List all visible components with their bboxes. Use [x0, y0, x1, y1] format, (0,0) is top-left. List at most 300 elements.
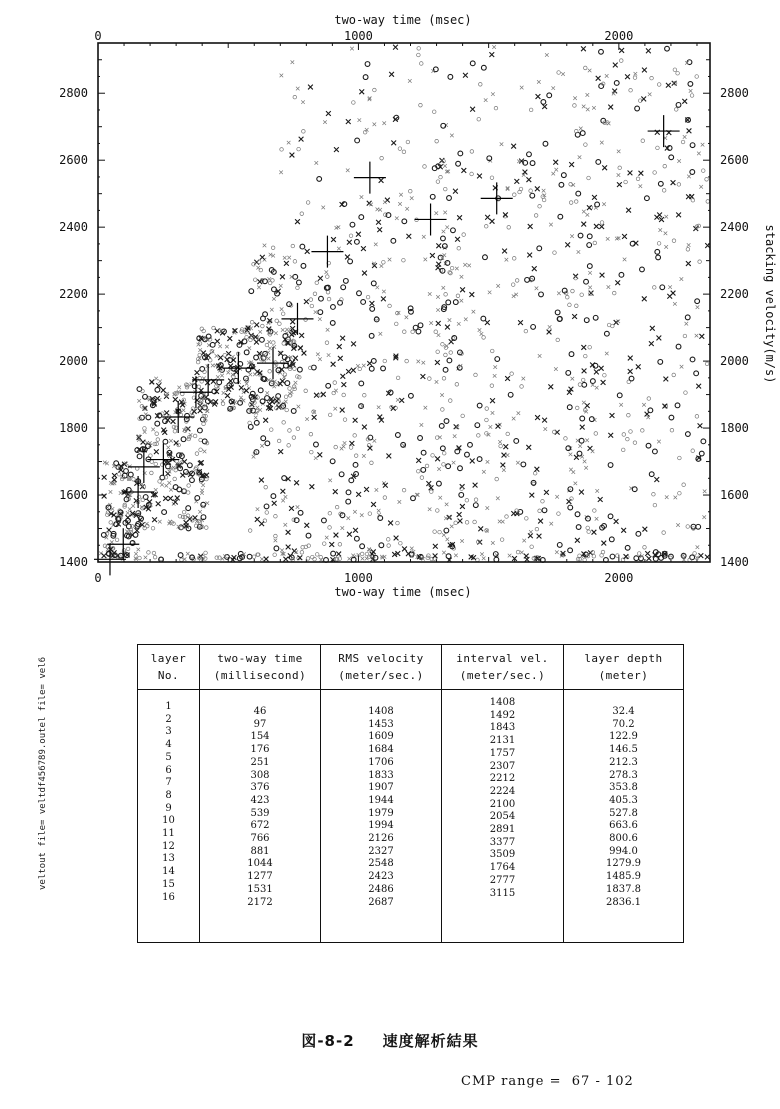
scatter-point: [614, 81, 619, 86]
scatter-point: [222, 391, 226, 395]
scatter-point: [624, 180, 628, 184]
scatter-point: [473, 520, 477, 524]
scatter-point: [645, 551, 650, 556]
scatter-point: [625, 74, 630, 79]
scatter-point: [570, 234, 574, 238]
scatter-point: [530, 193, 535, 198]
scatter-point: [599, 224, 604, 229]
scatter-point: [341, 526, 345, 530]
scatter-point: [252, 555, 256, 559]
scatter-point: [587, 530, 591, 534]
scatter-point: [537, 534, 542, 539]
scatter-point: [547, 93, 552, 98]
scatter-point: [569, 453, 573, 457]
scatter-point: [359, 89, 364, 94]
scatter-point: [442, 286, 446, 290]
scatter-point: [433, 67, 438, 72]
y-tick-label: 2600: [720, 153, 749, 168]
scatter-point: [442, 253, 446, 257]
scatter-point: [325, 536, 329, 540]
scatter-point: [457, 246, 461, 250]
scatter-point: [350, 47, 354, 51]
scatter-point: [622, 433, 626, 437]
scatter-point: [685, 432, 690, 437]
scatter-point: [256, 266, 260, 270]
scatter-point: [297, 280, 302, 285]
scatter-point: [433, 530, 437, 534]
cmp-range: CMP range = 67 - 102: [461, 1074, 634, 1089]
scatter-point: [375, 286, 379, 290]
figure-caption: [0, 1030, 780, 1051]
scatter-point: [537, 80, 541, 84]
scatter-point: [422, 361, 426, 365]
scatter-point: [339, 472, 344, 477]
scatter-point: [310, 304, 314, 308]
scatter-point: [326, 328, 330, 332]
scatter-point: [457, 322, 461, 326]
scatter-point: [158, 520, 162, 524]
scatter-point: [517, 411, 521, 415]
scatter-point: [634, 241, 639, 246]
scatter-point: [295, 219, 300, 224]
scatter-point: [528, 533, 533, 538]
scatter-point: [582, 401, 586, 405]
scatter-point: [215, 339, 220, 344]
scatter-point: [671, 180, 676, 185]
scatter-point: [444, 528, 449, 533]
scatter-point: [675, 403, 680, 408]
scatter-point: [252, 455, 256, 459]
scatter-point: [402, 219, 407, 224]
scatter-point: [665, 46, 670, 51]
scatter-point: [283, 557, 288, 562]
scatter-point: [260, 399, 265, 404]
scatter-point: [545, 53, 549, 57]
scatter-point: [361, 300, 366, 305]
scatter-point: [341, 382, 346, 387]
scatter-point: [280, 548, 284, 552]
scatter-point: [674, 108, 678, 112]
scatter-point: [380, 156, 384, 160]
scatter-point: [353, 462, 358, 467]
scatter-point: [594, 432, 598, 436]
scatter-point: [165, 484, 169, 488]
scatter-point: [350, 222, 355, 227]
scatter-point: [526, 177, 531, 182]
scatter-point: [450, 266, 454, 270]
scatter-point: [481, 65, 486, 70]
table-cell: 1408: [368, 706, 394, 717]
scatter-point: [462, 233, 466, 237]
scatter-point: [428, 292, 432, 296]
scatter-point: [666, 83, 671, 88]
scatter-point: [417, 47, 421, 51]
scatter-point: [516, 550, 520, 554]
scatter-point: [529, 108, 533, 112]
scatter-point: [579, 127, 583, 131]
scatter-point: [436, 243, 441, 248]
scatter-point: [430, 194, 435, 199]
scatter-point: [124, 469, 129, 474]
scatter-point: [617, 173, 621, 177]
scatter-point: [653, 449, 658, 454]
scatter-point: [421, 450, 426, 455]
scatter-point: [687, 175, 691, 179]
scatter-point: [299, 137, 304, 142]
scatter-point: [318, 357, 322, 361]
scatter-point: [685, 315, 690, 320]
scatter-point: [328, 526, 332, 530]
scatter-point: [409, 393, 414, 398]
scatter-point: [530, 545, 534, 549]
scatter-point: [520, 385, 524, 389]
scatter-point: [269, 428, 273, 432]
scatter-point: [380, 264, 384, 268]
table-cell: 122.9: [609, 731, 638, 743]
scatter-point: [611, 324, 615, 328]
scatter-point: [184, 520, 189, 525]
scatter-point: [456, 294, 460, 298]
scatter-point: [383, 496, 387, 500]
scatter-point: [155, 432, 159, 436]
scatter-point: [428, 507, 432, 511]
scatter-point: [676, 523, 680, 527]
scatter-point: [284, 495, 288, 499]
scatter-point: [467, 264, 471, 268]
scatter-point: [592, 106, 596, 110]
scatter-point: [536, 94, 541, 99]
scatter-point: [453, 434, 457, 438]
scatter-point: [520, 86, 524, 90]
scatter-point: [396, 521, 400, 525]
scatter-point: [511, 283, 515, 287]
scatter-point: [555, 550, 559, 554]
scatter-point: [578, 383, 582, 387]
scatter-point: [254, 416, 258, 420]
scatter-point: [490, 398, 495, 403]
scatter-point: [301, 100, 305, 104]
scatter-point: [257, 286, 261, 290]
scatter-point: [352, 101, 356, 105]
scatter-point: [362, 364, 366, 368]
scatter-point: [154, 462, 158, 466]
scatter-point: [574, 482, 578, 486]
scatter-point: [193, 515, 198, 520]
scatter-point: [186, 506, 191, 511]
scatter-point: [618, 166, 622, 170]
table-cell: 1: [165, 701, 172, 712]
scatter-point: [476, 558, 480, 562]
scatter-point: [416, 458, 421, 463]
y-tick-label: 2800: [720, 86, 749, 101]
scatter-point: [642, 68, 647, 73]
scatter-point: [595, 489, 599, 493]
scatter-point: [326, 290, 330, 294]
scatter-point: [564, 437, 568, 441]
scatter-point: [694, 371, 699, 376]
scatter-point: [490, 176, 494, 180]
scatter-point: [557, 71, 561, 75]
scatter-point: [491, 411, 495, 415]
scatter-point: [126, 547, 130, 551]
scatter-point: [278, 322, 282, 326]
scatter-point: [689, 89, 693, 93]
scatter-point: [460, 539, 464, 543]
scatter-point: [698, 260, 702, 264]
scatter-point: [294, 381, 298, 385]
scatter-point: [285, 408, 289, 412]
scatter-point: [360, 552, 364, 556]
scatter-point: [399, 193, 403, 197]
scatter-point: [484, 98, 488, 102]
scatter-point: [253, 278, 257, 282]
scatter-point: [561, 173, 566, 178]
scatter-point: [155, 396, 160, 401]
scatter-point: [275, 364, 279, 368]
scatter-point: [263, 312, 268, 317]
scatter-point: [391, 238, 396, 243]
scatter-point: [261, 324, 265, 328]
scatter-point: [187, 463, 192, 468]
scatter-point: [470, 150, 474, 154]
table-cell: 3115: [489, 887, 516, 899]
scatter-point: [203, 450, 207, 454]
scatter-point: [571, 289, 575, 293]
scatter-point: [696, 384, 701, 389]
scatter-point: [593, 509, 597, 513]
scatter-point: [447, 196, 452, 201]
scatter-point: [441, 236, 446, 241]
scatter-point: [406, 551, 411, 556]
scatter-point: [399, 541, 403, 545]
scatter-point: [494, 106, 498, 110]
scatter-point: [637, 552, 641, 556]
scatter-point: [468, 442, 473, 447]
scatter-point: [379, 332, 383, 336]
scatter-point: [399, 398, 404, 403]
scatter-point: [291, 244, 295, 248]
scatter-point: [143, 394, 148, 399]
scatter-point: [528, 224, 533, 229]
scatter-point: [294, 480, 299, 485]
table-cell: 1833: [368, 769, 394, 781]
scatter-point: [166, 446, 170, 450]
scatter-point: [596, 76, 601, 81]
scatter-point: [477, 117, 481, 121]
scatter-point: [457, 512, 462, 517]
scatter-point: [621, 448, 625, 452]
scatter-point: [682, 483, 686, 487]
scatter-point: [365, 557, 369, 561]
scatter-point: [433, 544, 438, 549]
scatter-point: [292, 385, 296, 389]
scatter-point: [411, 496, 416, 501]
scatter-point: [271, 246, 275, 250]
scatter-point: [177, 386, 181, 390]
scatter-point: [145, 522, 149, 526]
scatter-point: [687, 243, 691, 247]
scatter-point: [572, 470, 576, 474]
table-cell: 10: [162, 815, 175, 827]
scatter-point: [646, 48, 651, 53]
scatter-point: [636, 531, 641, 536]
scatter-point: [362, 271, 367, 276]
scatter-point: [343, 418, 347, 422]
scatter-point: [321, 206, 325, 210]
scatter-point: [259, 521, 264, 526]
scatter-point: [149, 380, 154, 385]
scatter-point: [575, 538, 580, 543]
scatter-point: [688, 82, 693, 87]
scatter-point: [416, 360, 420, 364]
scatter-point: [475, 423, 480, 428]
scatter-point: [353, 434, 357, 438]
scatter-point: [443, 367, 448, 372]
scatter-point: [318, 310, 323, 315]
rms-velocity-column: [321, 645, 442, 942]
scatter-point: [525, 277, 530, 282]
scatter-point: [408, 79, 412, 83]
scatter-point: [610, 413, 615, 418]
scatter-point: [292, 436, 296, 440]
scatter-point: [220, 331, 225, 336]
scatter-point: [580, 293, 584, 297]
scatter-point: [587, 176, 591, 180]
scatter-point: [158, 380, 162, 384]
table-cell: 1837.8: [606, 883, 641, 895]
scatter-point: [169, 439, 173, 443]
scatter-point: [154, 449, 159, 454]
scatter-point: [322, 542, 326, 546]
scatter-point: [581, 222, 586, 227]
scatter-point: [323, 120, 327, 124]
table-cell: 1764: [489, 862, 516, 874]
scatter-point: [551, 86, 555, 90]
scatter-point: [244, 350, 249, 355]
scatter-point: [333, 489, 338, 494]
scatter-point: [533, 471, 537, 475]
table-cell: 3377: [489, 836, 516, 848]
scatter-point: [595, 386, 599, 390]
table-cell: 1994: [368, 820, 394, 832]
scatter-point: [356, 492, 361, 497]
scatter-point: [622, 234, 627, 239]
scatter-point: [147, 551, 151, 555]
scatter-point: [577, 451, 582, 456]
scatter-point: [370, 301, 375, 306]
scatter-point: [294, 518, 299, 523]
scatter-point: [599, 49, 604, 54]
scatter-point: [297, 405, 301, 409]
scatter-point: [325, 270, 329, 274]
scatter-point: [668, 285, 672, 289]
scatter-point: [418, 323, 423, 328]
scatter-point: [282, 421, 286, 425]
scatter-point: [182, 510, 186, 514]
scatter-point: [460, 287, 465, 292]
scatter-point: [361, 246, 366, 251]
table-cell: 2172: [247, 896, 273, 908]
scatter-point: [127, 477, 131, 481]
figure-title: 速度解析結果: [382, 1032, 479, 1050]
scatter-point: [696, 545, 700, 549]
scatter-point: [369, 366, 374, 371]
scatter-point: [217, 380, 222, 385]
scatter-point: [586, 526, 590, 530]
scatter-point: [676, 344, 681, 349]
scatter-point: [417, 53, 421, 57]
scatter-point: [300, 212, 304, 216]
scatter-point: [304, 299, 309, 304]
scatter-point: [505, 515, 509, 519]
scatter-point: [366, 295, 370, 299]
scatter-point: [293, 95, 297, 99]
scatter-point: [144, 556, 148, 560]
scatter-point: [465, 452, 470, 457]
scatter-point: [419, 103, 423, 107]
scatter-point: [582, 210, 586, 214]
scatter-point: [598, 497, 603, 502]
scatter-point: [221, 402, 225, 406]
scatter-point: [576, 191, 581, 196]
scatter-point: [382, 260, 386, 264]
scatter-point: [572, 314, 577, 319]
scatter-point: [480, 332, 484, 336]
scatter-point: [435, 436, 439, 440]
scatter-point: [593, 315, 598, 320]
scatter-point: [248, 424, 253, 429]
scatter-point: [287, 444, 291, 448]
scatter-point: [239, 385, 244, 390]
scatter-point: [377, 509, 381, 513]
scatter-point: [321, 392, 326, 397]
scatter-point: [605, 352, 609, 356]
scatter-point: [701, 143, 705, 147]
scatter-point: [683, 334, 687, 338]
scatter-point: [317, 177, 322, 182]
scatter-point: [448, 399, 452, 403]
table-cell: 16: [162, 891, 175, 903]
scatter-point: [539, 292, 544, 297]
scatter-point: [405, 207, 409, 211]
scatter-point: [265, 343, 269, 347]
scatter-point: [665, 495, 669, 499]
scatter-point: [485, 407, 489, 411]
scatter-point: [542, 189, 546, 193]
scatter-point: [143, 427, 147, 431]
table-cell: 3: [165, 726, 172, 738]
scatter-point: [198, 348, 202, 352]
scatter-point: [480, 552, 484, 556]
scatter-point: [595, 517, 599, 521]
scatter-point: [200, 489, 204, 493]
scatter-point: [518, 190, 522, 194]
scatter-point: [394, 536, 399, 541]
scatter-point: [331, 362, 336, 367]
scatter-point: [614, 519, 619, 524]
scatter-point: [445, 325, 450, 330]
scatter-point: [195, 370, 200, 375]
scatter-point: [439, 424, 444, 429]
scatter-point: [534, 467, 539, 472]
scatter-point: [606, 237, 610, 241]
scatter-point: [496, 424, 501, 429]
scatter-point: [571, 377, 575, 381]
scatter-point: [291, 60, 295, 64]
scatter-point: [699, 451, 704, 456]
scatter-point: [534, 214, 538, 218]
scatter-point: [628, 356, 633, 361]
